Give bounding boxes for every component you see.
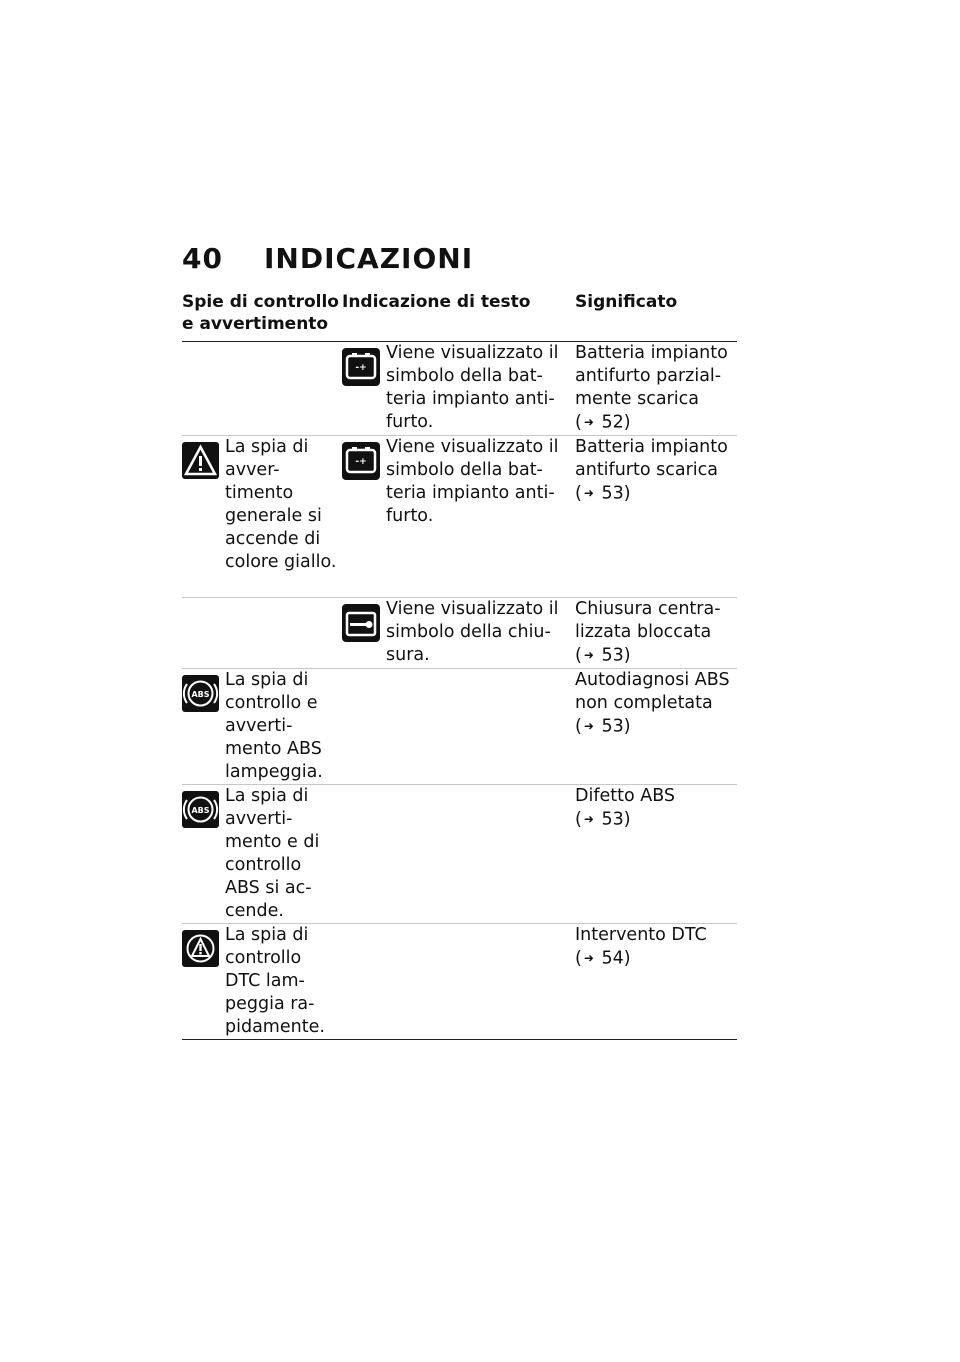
table-row	[182, 785, 737, 924]
meaning: Chiusura centra-lizzata bloccata ( ➜ 53)	[575, 599, 721, 666]
lamp-description: La spia di avver-timento generale si accende di colore giallo.	[225, 437, 337, 572]
table-row	[182, 436, 737, 598]
reference-arrow-icon: ➜	[583, 812, 594, 826]
indications-table	[182, 341, 737, 1040]
lamp-description: La spia di controllo DTC lam-peggia ra-pidamente.	[225, 925, 325, 1037]
meaning: Intervento DTC ( ➜ 54)	[575, 925, 707, 969]
table-row	[182, 924, 737, 1040]
text-indication: Viene visualizzato il simbolo della chiu-sura.	[386, 599, 559, 665]
general-warning-triangle-icon	[182, 442, 219, 479]
page-reference-link[interactable]: 53	[601, 483, 624, 504]
dtc-warning-icon	[182, 930, 219, 967]
reference-arrow-icon: ➜	[583, 951, 594, 965]
meaning: Batteria impianto antifurto scarica ( ➜ 53)	[575, 437, 728, 504]
meaning: Autodiagnosi ABS non completata ( ➜ 53)	[575, 670, 730, 737]
page-reference-link[interactable]: 52	[601, 412, 624, 433]
page-reference-link[interactable]: 53	[601, 809, 624, 830]
lamp-description: La spia di controllo e avverti-mento ABS lampeggia.	[225, 670, 323, 782]
text-indication: Viene visualizzato il simbolo della bat-teria impianto anti-furto.	[386, 437, 559, 526]
meaning: Difetto ABS ( ➜ 53)	[575, 786, 676, 830]
reference-arrow-icon: ➜	[583, 648, 594, 662]
column-header-meaning: Significato	[575, 292, 678, 312]
meaning: Batteria impianto antifurto parzial-mente scarica ( ➜ 52)	[575, 343, 728, 433]
text-indication: Viene visualizzato il simbolo della bat-teria impianto anti-furto.	[386, 343, 559, 432]
antitheft-battery-icon	[342, 348, 380, 386]
abs-warning-icon	[182, 791, 219, 828]
svg-text:ABS: ABS	[191, 690, 210, 699]
page-header	[182, 242, 473, 275]
reference-arrow-icon: ➜	[583, 415, 594, 429]
lamp-description: La spia di avverti-mento e di controllo ABS si ac-cende.	[225, 786, 320, 921]
table-row	[182, 669, 737, 785]
page-reference-link[interactable]: 53	[601, 716, 624, 737]
column-header-lamps: Spie di controllo e avvertimento	[182, 292, 339, 334]
table-row	[182, 342, 737, 436]
page-reference-link[interactable]: 53	[601, 645, 624, 666]
abs-warning-icon	[182, 675, 219, 712]
svg-text:-+: -+	[355, 363, 367, 373]
central-lock-key-icon	[342, 604, 380, 642]
svg-text:ABS: ABS	[191, 806, 210, 815]
column-header-text-indication: Indicazione di testo	[342, 292, 531, 312]
chapter-title: INDICAZIONI	[264, 242, 474, 275]
table-row	[182, 598, 737, 669]
reference-arrow-icon: ➜	[583, 486, 594, 500]
svg-text:-+: -+	[355, 457, 367, 467]
antitheft-battery-icon	[342, 442, 380, 480]
page-reference-link[interactable]: 54	[601, 948, 624, 969]
reference-arrow-icon: ➜	[583, 719, 594, 733]
page-number: 40	[182, 242, 223, 275]
